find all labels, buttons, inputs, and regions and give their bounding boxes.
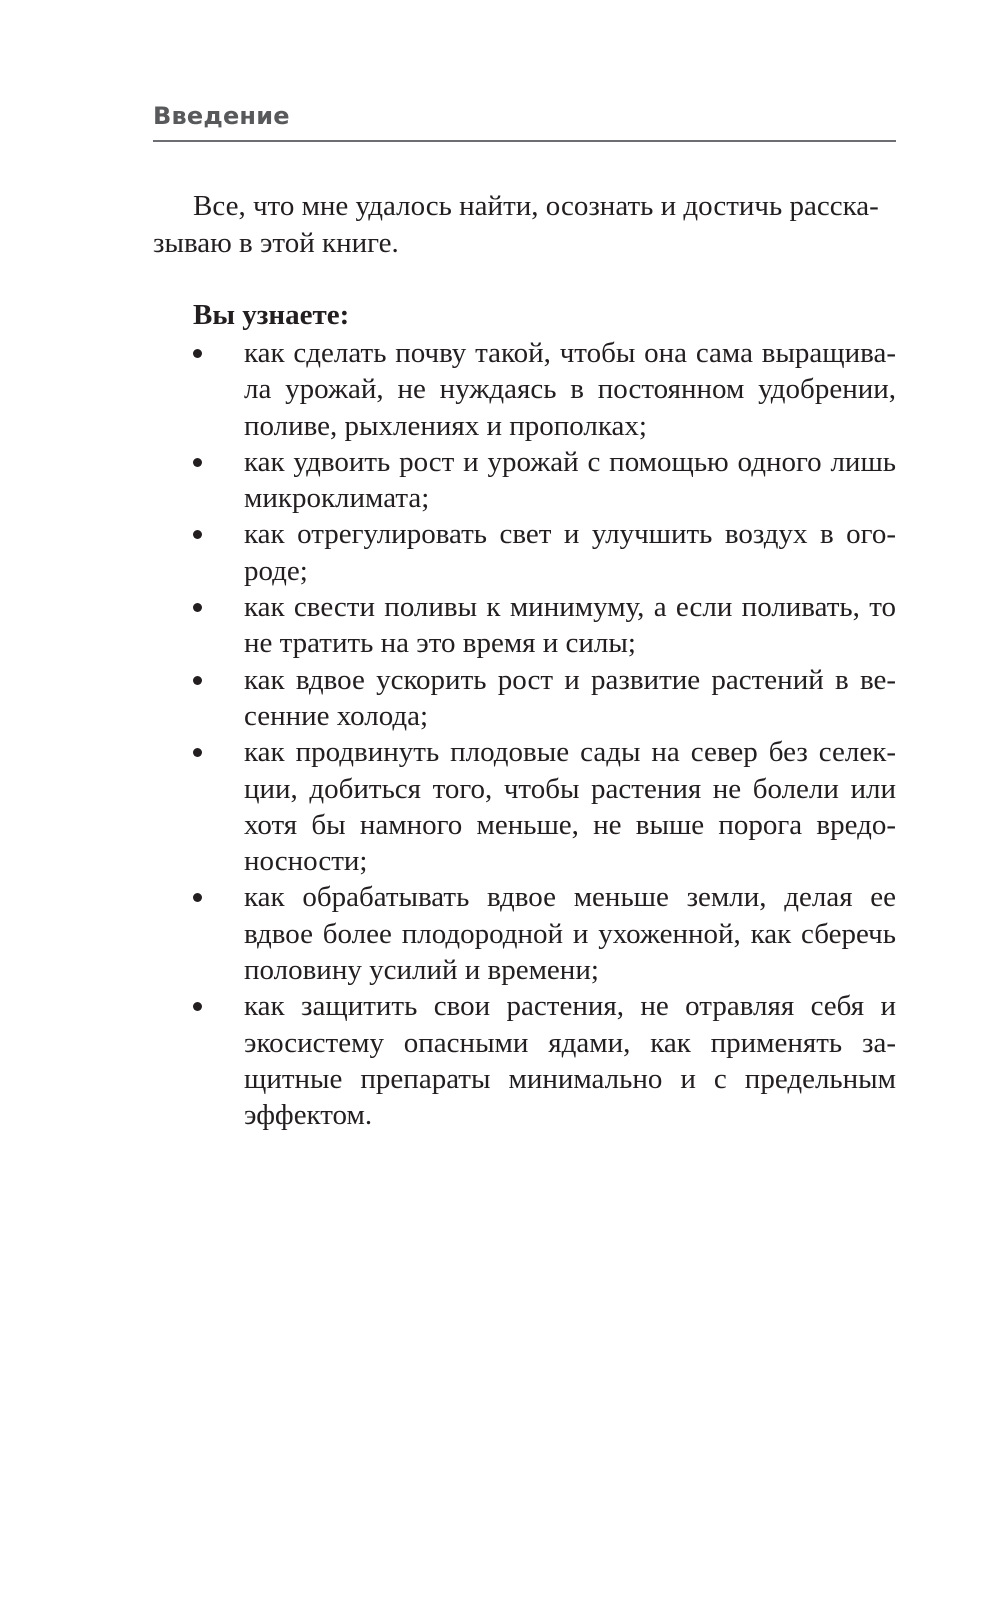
list-item-text: как продвинуть плодовые сады на север без селек-ции, добиться того, чтобы растения не болели или хотя бы намного меньше, не выше порога вредо-носности; [244,736,896,878]
list-item-text: как отрегулировать свет и улучшить воздух в ого-роде; [244,518,896,587]
list-item [153,335,896,444]
intro-paragraph [153,188,896,261]
bullet-icon [193,879,205,915]
bullet-icon [193,589,205,625]
list-heading: Вы узнаете: [193,299,350,331]
list-item-text: как свести поливы к минимуму, а если поливать, то не тратить на это время и силы; [244,591,896,660]
bullet-list [153,335,896,1134]
list-item-text: как удвоить рост и урожай с помощью одного лишь микроклимата; [244,445,896,515]
list-item-text: как вдвое ускорить рост и развитие растений в ве-сенние холода; [244,663,896,732]
chapter-title: Введение [153,102,290,130]
intro-block [153,188,896,261]
list-item [153,516,896,589]
bullet-icon [193,662,205,698]
bullet-icon [193,335,205,371]
list-item [153,988,896,1133]
list-item [153,879,896,988]
running-header [153,98,896,142]
list-item [153,662,896,735]
list-item [153,734,896,879]
list-item-text: как сделать почву такой, чтобы она сама выращива-ла урожай, не нуждаясь в постоянном удобрении, поливе, рыхлениях и прополках; [244,337,896,442]
book-page [153,0,896,1616]
bullet-icon [193,516,205,552]
list-item-text: как обрабатывать вдвое меньше земли, делая ее вдвое более плодородной и ухоженной, как сберечь половину усилий и времени; [244,881,896,987]
intro-line: Все, что мне удалось найти, осознать и достичь расска- [193,190,879,222]
bullet-icon [193,444,205,480]
list-item [153,444,896,517]
bullet-icon [193,988,205,1024]
intro-line: зываю в этой книге. [153,226,399,259]
list-item [153,589,896,662]
bullet-icon [193,734,205,770]
list-item-text: как защитить свои растения, не отравляя себя и экосистему опасными ядами, как применять за-щитные препараты минимально и с предельным эффектом. [244,990,896,1132]
